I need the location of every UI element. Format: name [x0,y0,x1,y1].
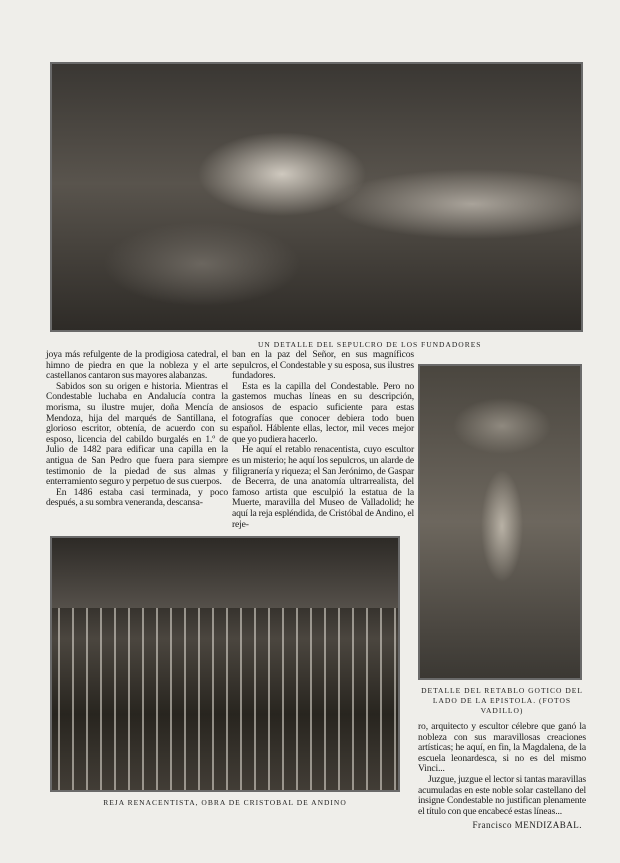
photo-tomb-founders [50,62,583,332]
caption-bottom: REJA RENACENTISTA, OBRA DE CRISTOBAL DE ANDINO [103,798,347,807]
photo-renaissance-grille [50,536,400,792]
right-column-block [414,686,590,830]
text-column-2 [232,350,414,530]
paragraph: En 1486 estaba casi terminada, y poco después, a su sombra veneranda, descansa- [46,486,228,509]
text-column-3 [414,722,590,817]
paragraph: Juzgue, juzgue el lector si tantas maravillas acumuladas en este noble solar castellano del insigne Condestable no justifican plenamente el título con que encabecé estas líneas... [418,773,586,817]
text-column-1 [46,350,228,509]
paragraph: ro, arquitecto y escultor célebre que ganó la nobleza con sus maravillosas creaciones artísticas; he aquí, en fin, la Magdalena, de la escuela leonardesca, si no es del mismo Vinci... [418,721,586,775]
paragraph: He aquí el retablo renacentista, cuyo escultor es un misterio; he aquí los sepulcros, un alarde de filigranería y riqueza; el San Jerónimo, de Gaspar de Becerra, de una anatomía ultrarrealista, del famoso artista que esculpió la estatua de la Muerte, maravilla del Museo de Valladolid; he aquí la reja espléndida, de Cristóbal de Andino, el reje- [232,444,414,530]
caption-right: DETALLE DEL RETABLO GOTICO DEL LADO DE LA EPISTOLA. (FOTOS VADILLO) [421,686,583,715]
paragraph: Sabidos son su origen e historia. Mientras el Condestable luchaba en Andalucía contra la morisma, su ilustre mujer, doña Mencía de Mendoza, hija del marqués de Santillana, el glorioso escritor, obtenía, de acuerdo con su esposo, licencia del cabildo burgalés en 1.º de Julio de 1482 para edificar una capilla en la antigua de San Pedro que fuera para siempre testimonio de la piedad de sus almas y enterramiento seguro y perpetuo de sus cuerpos. [46,380,228,488]
paragraph: joya más refulgente de la prodigiosa catedral, el himno de piedra en que la nobleza y el arte castellanos cantaron sus mayores alabanzas. [46,349,228,382]
paragraph: ban en la paz del Señor, en sus magníficos sepulcros, el Condestable y su esposa, sus ilustres fundadores. [232,349,414,382]
caption-top: UN DETALLE DEL SEPULCRO DE LOS FUNDADORES [258,340,482,349]
author-signature: Francisco MENDIZABAL. [472,820,582,831]
paragraph: Esta es la capilla del Condestable. Pero no gastemos muchas líneas en su descripción, ansiosos de espacio suficiente para estas fotografías que conocer debiera todo buen español. Háblente ellas, lector, mil veces mejor que yo pudiera hacerlo. [232,380,414,445]
photo-gothic-altarpiece [418,364,582,680]
